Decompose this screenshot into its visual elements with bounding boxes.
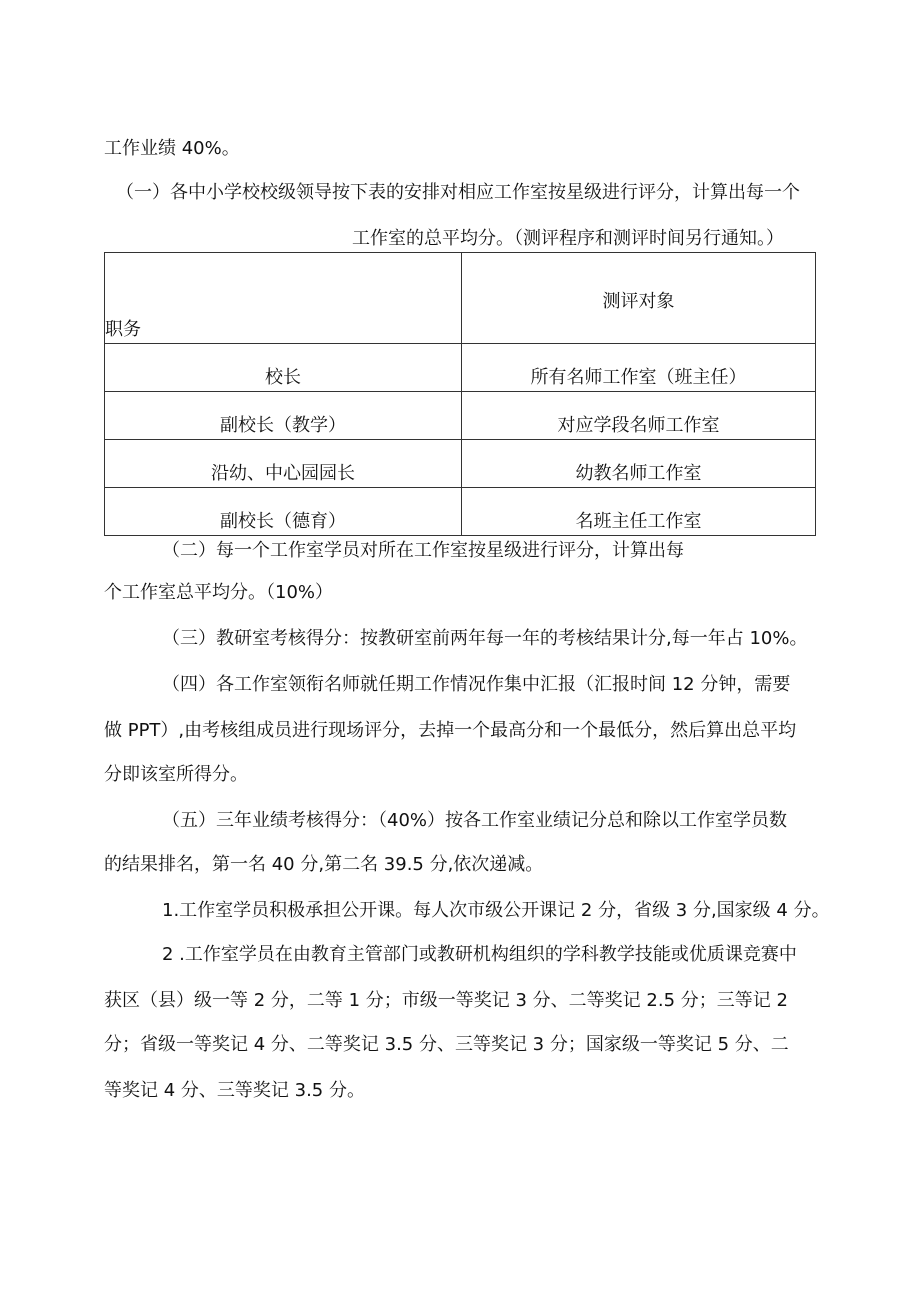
role-cell: 沿幼、中心园园长 [105, 440, 462, 488]
para-line-2: （一）各中小学校校级领导按下表的安排对相应工作室按星级进行评分，计算出每一个 [116, 182, 800, 203]
para-line-3: 工作室的总平均分。（测评程序和测评时间另行通知。） [352, 228, 784, 249]
para-line-7: （四）各工作室领衔名师就任期工作情况作集中汇报（汇报时间 12 分钟，需要 [162, 674, 791, 695]
target-cell: 对应学段名师工作室 [462, 392, 816, 440]
target-cell: 幼教名师工作室 [462, 440, 816, 488]
para-line-1: 工作业绩 40%。 [104, 138, 240, 159]
table-row [105, 392, 816, 440]
para-line-4: （二）每一个工作室学员对所在工作室按星级进行评分，计算出每 [162, 540, 684, 561]
role-cell: 副校长（教学） [105, 392, 462, 440]
header-target: 测评对象 [602, 291, 675, 312]
para-line-9: 分即该室所得分。 [104, 764, 248, 785]
para-line-6: （三）教研室考核得分：按教研室前两年每一年的考核结果计分,每一年占 10%。 [162, 628, 808, 649]
para-line-14: 获区（县）级一等 2 分，二等 1 分；市级一等奖记 3 分、二等奖记 2.5 分；三等记 2 [104, 990, 788, 1011]
target-cell: 所有名师工作室（班主任） [462, 344, 816, 392]
table-header-row [105, 253, 816, 344]
header-cell-left [105, 253, 462, 344]
role-cell: 校长 [105, 344, 462, 392]
table-row [105, 440, 816, 488]
para-line-16: 等奖记 4 分、三等奖记 3.5 分。 [104, 1080, 365, 1101]
para-line-10: （五）三年业绩考核得分：（40%）按各工作室业绩记分总和除以工作室学员数 [162, 810, 788, 831]
para-line-15: 分；省级一等奖记 4 分、二等奖记 3.5 分、三等奖记 3 分；国家级一等奖记 5 分、二 [104, 1034, 789, 1055]
para-line-12: 1.工作室学员积极承担公开课。每人次市级公开课记 2 分，省级 3 分,国家级 4 分。 [162, 900, 830, 921]
para-line-11: 的结果排名，第一名 40 分,第二名 39.5 分,依次递减。 [104, 854, 544, 875]
header-cell-right [462, 253, 816, 344]
para-line-13: 2 .工作室学员在由教育主管部门或教研机构组织的学科教学技能或优质课竞赛中 [162, 944, 797, 965]
header-role: 职务 [105, 319, 141, 340]
para-line-8: 做 PPT）,由考核组成员进行现场评分，去掉一个最高分和一个最低分，然后算出总平均 [104, 720, 797, 741]
table-row [105, 344, 816, 392]
table-row [105, 488, 816, 536]
target-cell: 名班主任工作室 [462, 488, 816, 536]
role-cell: 副校长（德育） [105, 488, 462, 536]
evaluation-table [104, 252, 816, 536]
para-line-5: 个工作室总平均分。（10%） [104, 582, 334, 603]
